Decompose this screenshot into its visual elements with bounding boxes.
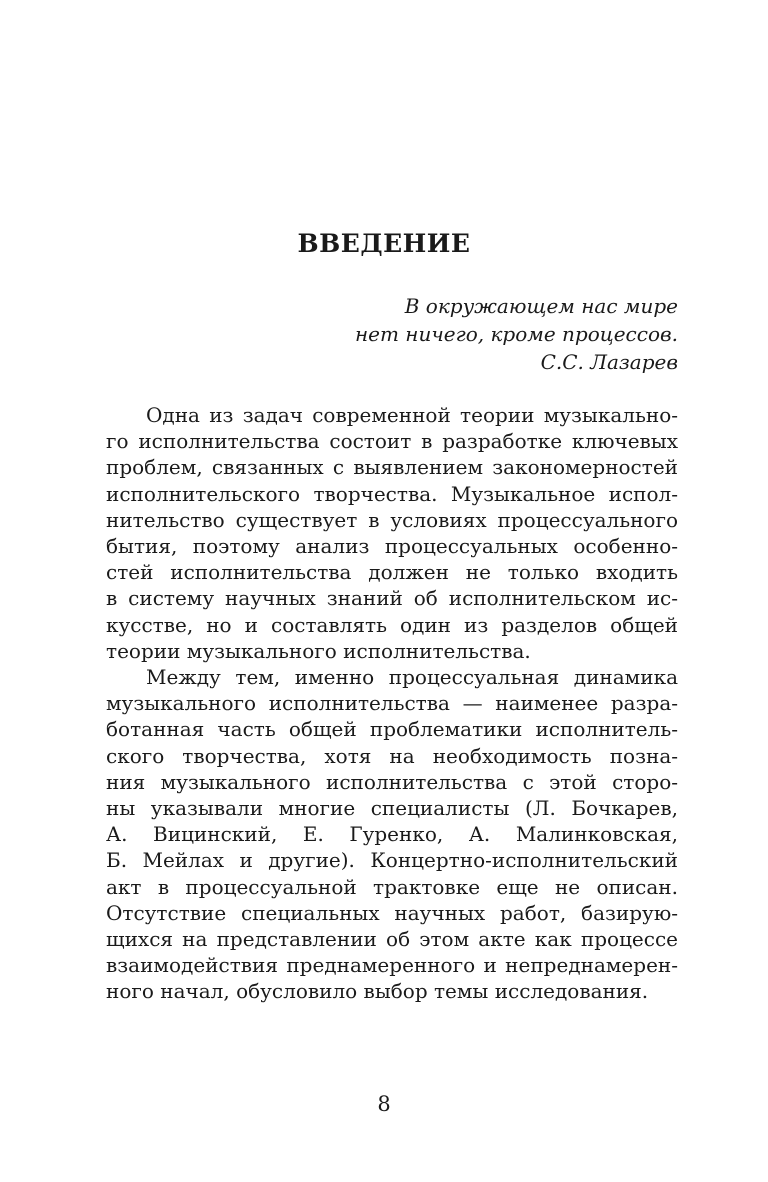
text-line: ны указывали многие специалисты (Л. Бочкарев, — [106, 796, 678, 821]
text-line: ского творчества, хотя на необходимость позна- — [106, 743, 678, 768]
paragraph-1 — [106, 402, 678, 664]
chapter-heading: ВВЕДЕНИЕ — [297, 229, 471, 258]
text-line: Между тем, именно процессуальная динамика — [146, 665, 678, 690]
text-line: Одна из задач современной теории музыкально- — [146, 403, 678, 427]
epigraph-line: В окружающем нас мире — [404, 294, 678, 318]
text-line: ния музыкального исполнительства с этой сторо- — [106, 769, 678, 794]
text-line: Отсутствие специальных научных работ, базирую- — [106, 900, 678, 925]
epigraph-line: нет ничего, кроме процессов. — [354, 322, 678, 346]
text-line: стей исполнительства должен не только входить — [106, 560, 678, 585]
text-line: ного начал, обусловило выбор темы исследования. — [106, 979, 649, 1004]
page-number: 8 — [377, 1092, 391, 1116]
text-line: А. Вицинский, Е. Гуренко, А. Малинковская, — [106, 822, 678, 847]
text-line: проблем, связанных с выявлением закономерностей — [106, 455, 678, 480]
text-line: взаимодействия преднамеренного и непреднамерен- — [106, 953, 678, 978]
text-line: теории музыкального исполнительства. — [106, 638, 531, 663]
text-line: исполнительского творчества. Музыкальное испол- — [106, 481, 678, 506]
paragraph-2 — [106, 664, 678, 1005]
text-line: щихся на представлении об этом акте как процессе — [106, 927, 678, 952]
text-line: ботанная часть общей проблематики исполнитель- — [106, 717, 678, 742]
text-line: музыкального исполнительства — наименее разра- — [106, 691, 678, 716]
text-line: бытия, поэтому анализ процессуальных особенно- — [106, 534, 678, 559]
text-line: в систему научных знаний об исполнительском ис- — [106, 586, 678, 611]
body-text — [106, 402, 678, 1005]
text-line: го исполнительства состоит в разработке ключевых — [106, 429, 678, 454]
epigraph — [355, 292, 678, 376]
text-line: нительство существует в условиях процессуального — [106, 507, 678, 532]
epigraph-author: С.С. Лазарев — [540, 350, 678, 374]
text-line: акт в процессуальной трактовке еще не описан. — [106, 874, 678, 899]
text-line: кусстве, но и составлять один из разделов общей — [106, 612, 678, 637]
text-line: Б. Мейлах и другие). Концертно-исполнительский — [106, 848, 678, 873]
